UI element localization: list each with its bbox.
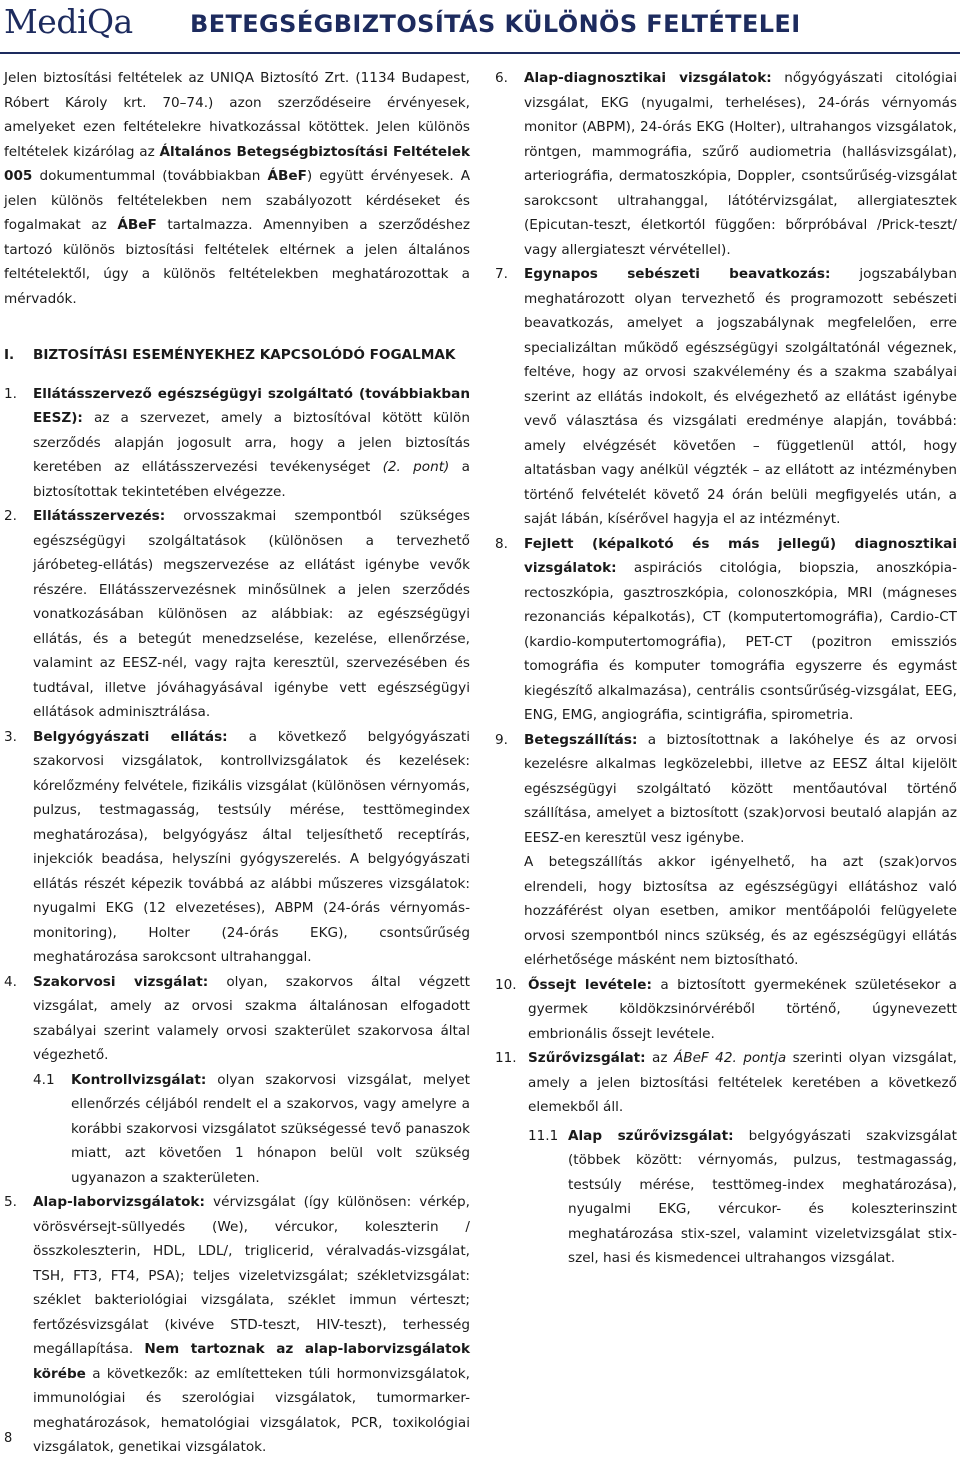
intro-ref-general: Általános Betegségbiztosítási Feltételek 005 bbox=[4, 143, 470, 184]
item-number: 11.1 bbox=[528, 1127, 559, 1144]
item-text: orvosszakmai szempontból szükséges egészségügyi szolgáltatások (különösen a tervezhető járóbeteg-ellátás) megszervezése az ellátást igénybe vevők részére. Ellátásszervezésnek minősülnek a jelen szerződés vonatkozásában különösen az alábbiak: az egészségügyi ellátás, és a betegút menedzselése, kezelése, ellenőrzése, valamint az EESZ-nél, vagy rajta keresztül, szervezésében és tudtával, illetve jóváhagyásával igénybe vett egészségügyi ellátások adminisztrálása. bbox=[33, 508, 470, 720]
intro-abbrev: ÁBeF bbox=[117, 217, 157, 233]
item-number: 6. bbox=[495, 70, 508, 86]
item-number: 2. bbox=[4, 508, 17, 524]
subitem-wrapper bbox=[495, 1124, 957, 1271]
definition-item-10 bbox=[495, 973, 957, 1047]
intro-text: Jelen biztosítási feltételek az UNIQA Biztosító Zrt. (1134 Budapest, Róbert Károly krt. 70–74.) azon szerződéseire érvényesek, amelyeket ezen feltételekre hivatkozással kötöttek. Jelen különös feltételek kizárólag az bbox=[4, 70, 470, 160]
item-term: Szakorvosi vizsgálat: bbox=[33, 973, 209, 990]
item-text: a biztosítottnak a lakóhelye és az orvosi kezelésre alkalmas legközelebbi, illetve az EESZ által kijelölt egészségügyi szolgáltató között mentőautóval történő szállítása, amelyet a biztosított (szak)orvosi beutaló alapján az EESZ-en keresztül vesz igénybe. bbox=[524, 731, 957, 846]
item-text: a következő belgyógyászati szakorvosi vizsgálatok, kontrollvizsgálatok és kezelések: kórelőzmény felvétele, fizikális vizsgálat (különösen vérnyomás, pulzus, testmagasság, testsúly mérése, testtömegindex meghatározása), belgyógyász által teljesíthető receptírás, injekciók beadása, helyszíni gyógyszerelés. A belgyógyászati ellátás részét képezik továbbá az alábbi műszeres vizsgálatok: nyugalmi EKG (12 elvezetéses), ABPM (24-órás vérnyomás-monitoring), Holter (24-órás EKG), csontsűrűség meghatározása sarokcsont ultrahanggal. bbox=[33, 728, 470, 965]
item-term: Ellátásszervező egészségügyi szolgáltató (továbbiakban EESZ): bbox=[33, 385, 470, 426]
item-term: Alap szűrővizsgálat: bbox=[568, 1127, 734, 1144]
item-text: olyan, szakorvos által végzett vizsgálat, amely az orvosi szakma általánosan elfogadott szabályai szerint valamely orvosi szakterület szakorvosa által végezhető. bbox=[33, 973, 470, 1063]
item-text: nőgyógyászati citológiai vizsgálat, EKG (nyugalmi, terheléses), 24-órás vérnyomás monitor (ABPM), 24-órás EKG (Holter), ultrahangos vizsgálatok, röntgen, mammográfia, szűrő audiometria (hallásvizsgálat), arteriográfia, dermatoszkópia, Doppler, csontsűrűség-vizsgálat sarokcsont ultrahanggal, látótérvizsgálat, allergiatesztek (Epicutan-teszt, életkortól függően: bőrpróbával /Prick-teszt/ vagy allergiateszt vérvétellel). bbox=[524, 70, 957, 258]
item-term: Szűrővizsgálat: bbox=[528, 1050, 646, 1066]
definition-item-1 bbox=[4, 382, 470, 505]
item-text: szerinti olyan vizsgálat, amely a jelen biztosítási feltételek keretében a következő elemekből áll. bbox=[528, 1050, 957, 1115]
definition-item-5 bbox=[4, 1190, 470, 1460]
item-number: 4.1 bbox=[33, 1071, 55, 1088]
item-number: 11. bbox=[495, 1050, 517, 1066]
item-text: a biztosított gyermekének születésekor a gyermek köldökzsinórvéréből történő, úgynevezett embrionális őssejt levétele. bbox=[528, 976, 957, 1042]
item-text: belgyógyászati szakvizsgálat (többek között: vérnyomás, pulzus, testmagasság, testsúly mérése, testtömeg-index meghatározása), nyugalmi EKG, vércukor- és koleszterinszint meghatározása stix-szel, valamint vizeletvizsgálat stix-szel, hasi és kismedencei ultrahangos vizsgálat. bbox=[568, 1127, 957, 1266]
right-column bbox=[495, 66, 957, 1271]
item-reference: (2. pont) bbox=[382, 459, 450, 475]
definition-item-9 bbox=[495, 728, 957, 973]
item-term: Alap-laborvizsgálatok: bbox=[33, 1194, 205, 1210]
item-term: Kontrollvizsgálat: bbox=[71, 1071, 207, 1088]
item-text: az bbox=[645, 1050, 674, 1066]
definition-item-4-1 bbox=[33, 1068, 470, 1191]
item-number: 8. bbox=[495, 535, 508, 552]
definition-item-2 bbox=[4, 504, 470, 725]
item-number: 1. bbox=[4, 385, 17, 402]
item-term: Belgyógyászati ellátás: bbox=[33, 728, 228, 745]
item-reference: ÁBeF 42. pontja bbox=[673, 1050, 787, 1066]
brand-logo: MediQa bbox=[4, 2, 133, 41]
item-number: 7. bbox=[495, 266, 508, 282]
item-term: Betegszállítás: bbox=[524, 731, 638, 748]
left-column bbox=[4, 66, 470, 1460]
section-number: I. bbox=[4, 347, 15, 363]
intro-text: tartalmazza. Amennyiben a szerződéshez tartozó különös biztosítási feltételek eltérnek a jelen általános feltételektől, úgy a különös feltételekben meghatározottak a mérvadók. bbox=[4, 217, 471, 307]
item-number: 3. bbox=[4, 728, 17, 745]
item-text: az a szervezet, amely a biztosítóval kötött külön szerződés alapján jogosult arra, hogy a jelen biztosítás keretében az ellátásszervezési tevékenységet bbox=[33, 410, 470, 475]
definition-item-11-1 bbox=[528, 1124, 957, 1271]
item-text: a következők: az említetteken túli hormonvizsgálatok, immunológiai és szerológiai vizsgálatok, tumormarker-meghatározások, hematológiai vizsgálatok, PCR, toxikológiai vizsgálatok, genetikai vizsgálatok. bbox=[33, 1365, 470, 1455]
item-number: 9. bbox=[495, 731, 508, 748]
item-number: 4. bbox=[4, 973, 17, 990]
section-heading bbox=[4, 343, 470, 368]
item-text: olyan szakorvosi vizsgálat, melyet ellenőrzés céljából rendelt el a szakorvos, vagy amelyre a korábbi szakorvosi vizsgálatot szükségessé tevő panaszok miatt, azt követően 1 hónapon belül volt szükség ugyanazon a szakterületen. bbox=[71, 1071, 470, 1186]
item-text: a biztosítottak tekintetében elvégezze. bbox=[33, 459, 470, 500]
item-number: 5. bbox=[4, 1194, 17, 1210]
intro-paragraph bbox=[4, 66, 470, 311]
page-number: 8 bbox=[4, 1431, 13, 1446]
definition-item-3 bbox=[4, 725, 470, 970]
section-title: BIZTOSÍTÁSI ESEMÉNYEKHEZ KAPCSOLÓDÓ FOGALMAK bbox=[33, 347, 456, 363]
intro-text: dokumentummal (továbbiakban bbox=[32, 168, 268, 184]
document-title: BETEGSÉGBIZTOSÍTÁS KÜLÖNÖS FELTÉTELEI bbox=[190, 10, 801, 38]
definition-item-6 bbox=[495, 66, 957, 262]
definition-item-11 bbox=[495, 1046, 957, 1120]
header-rule bbox=[0, 52, 960, 54]
item-text: vérvizsgálat (így különösen: vérkép, vörösvérsejt-süllyedés (We), vércukor, koleszterin /összkoleszterin, HDL, LDL/, triglicerid, véralvadás-vizsgálat, TSH, FT3, FT4, PSA); teljes vizeletvizsgálat; székletvizsgálat: széklet bakteriológiai vizsgálata, széklet immun vérteszt; fertőzésvizsgálat (kivéve STD-teszt, HIV-teszt), terhesség megállapítása. bbox=[33, 1194, 470, 1357]
item-text: jogszabályban meghatározott olyan tervezhető és programozott sebészeti beavatkozás, amelyet a jogszabálynak megfelelően, erre specializáltan működő egészségügyi szolgáltatónál végeznek, feltéve, hogy az orvosi szakvélemény és a szakma szabályai szerint az ellátás indokolt, és elvégezhető az ellátást igénybe vevő választása és vizsgálati eredménye alapján, továbbá: amely elvégzését követően – függetlenül attól, hogy altatásban vagy anélkül végzték – az ellátott az intézményben történő felvételét követő 24 órán belüli megfigyelés után, a saját lábán, kísérővel hagyja el az intézményt. bbox=[524, 266, 958, 527]
item-paragraph: A betegszállítás akkor igényelhető, ha azt (szak)orvos elrendeli, hogy biztosítsa az egészségügyi ellátáshoz való hozzáférést olyan esetben, amikor mentőápolói felügyelete orvosi szempontból nincs szükség, és az egészségügyi ellátás elérhetősége másként nem biztosítható. bbox=[524, 854, 957, 968]
definition-item-4 bbox=[4, 970, 470, 1068]
item-term: Fejlett (képalkotó és más jellegű) diagnosztikai vizsgálatok: bbox=[524, 535, 957, 576]
intro-abbrev: ÁBeF bbox=[267, 168, 307, 184]
item-term: Alap-diagnosztikai vizsgálatok: bbox=[524, 70, 772, 86]
item-text: aspirációs citológia, biopszia, anoszkópia-rectoszkópia, gasztroszkópia, colonoszkópia, MRI (mágneses rezonanciás képalkotás), CT (komputertomográfia), Cardio-CT (kardio-komputertomográfia), PET-CT (pozitron emissziós tomográfia és komputer tomográfia egyszerre és egymást kiegészítő alkalmazása), centrális csontsűrűség-vizsgálat, EEG, ENG, EMG, angiográfia, scintigráfia, spirometria. bbox=[524, 560, 957, 723]
definition-item-7 bbox=[495, 262, 957, 532]
intro-text: ) együtt érvényesek. A jelen különös feltételekben nem szabályozott kérdéseket és fogalmakat az bbox=[4, 168, 470, 233]
definition-item-8 bbox=[495, 532, 957, 728]
subitem-wrapper bbox=[4, 1068, 470, 1191]
item-term: Őssejt levétele: bbox=[528, 976, 652, 993]
item-term: Egynapos sebészeti beavatkozás: bbox=[524, 266, 831, 282]
item-term: Nem tartoznak az alap-laborvizsgálatok körébe bbox=[33, 1341, 470, 1382]
item-term: Ellátásszervezés: bbox=[33, 508, 166, 524]
item-number: 10. bbox=[495, 976, 517, 993]
page-header bbox=[0, 0, 960, 50]
